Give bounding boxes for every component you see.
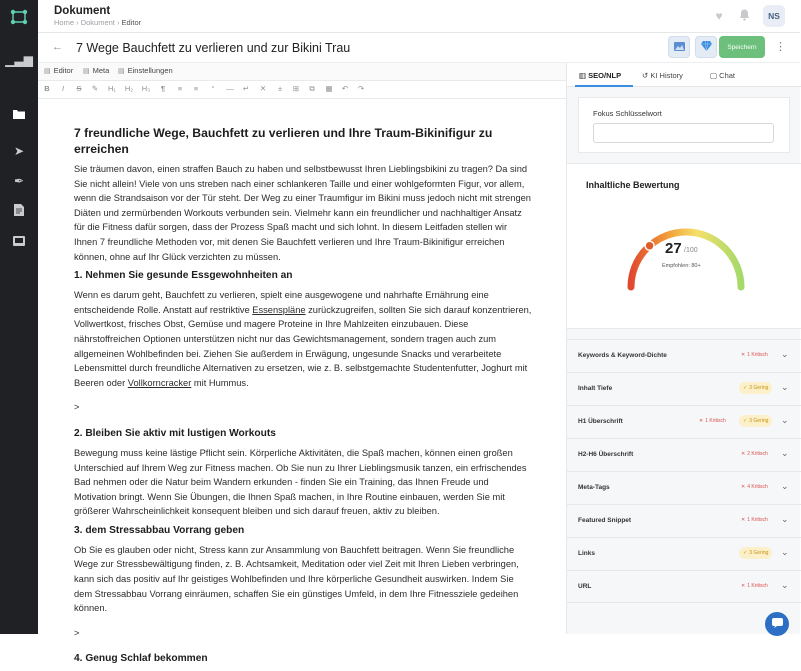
content-h1: 7 freundliche Wege, Bauchfett zu verlieren und Ihre Traum-Bikinifigur zu erreichen [74,126,493,156]
image-icon [674,38,685,56]
criteria-row-keywords[interactable] [567,339,801,372]
h2-button[interactable]: H₂ [124,84,134,93]
highlight-button[interactable]: ✎ [91,84,99,93]
breadcrumb-home[interactable]: Home [54,18,75,27]
diamond-icon [701,38,712,56]
breadcrumb: Home › Dokument › Editor [54,18,142,27]
link-button[interactable]: ± [277,84,283,93]
content-h2-1: 1. Nehmen Sie gesunde Essgewohnheiten an [74,270,293,282]
tab-meta-label: Meta [92,66,110,75]
fokus-label: Fokus Schlüsselwort [593,109,662,118]
breadcrumb-dokument[interactable]: Dokument [80,18,115,27]
gauge-knob [645,241,654,250]
clear-format-button[interactable]: ✕ [259,84,267,93]
document-icon: ▤ [83,67,90,75]
breadcrumb-current: Editor [121,18,142,27]
criteria-label: Meta-Tags [578,484,610,491]
content-arrow: > [74,627,80,638]
criteria-label: URL [578,583,592,590]
tab-meta[interactable] [83,66,109,75]
low-badge: ✓ 3 Gering [739,547,772,559]
tab-chat[interactable]: ▢ Chat [710,71,736,80]
badge-text: 1 Kritisch [747,352,768,358]
badge-text: 3 Gering [749,385,769,391]
critical-badge: ✕ 1 Kritisch [741,583,768,589]
document-icon: ▤ [44,67,51,75]
criteria-label: H2-H6 Überschrift [578,451,634,458]
chevron-down-icon[interactable]: ⌄ [781,481,789,491]
tab-einstellungen[interactable] [118,66,173,75]
hard-break-button[interactable]: ↵ [242,84,250,93]
badge-text: 3 Gering [749,418,769,424]
fokus-keyword-input[interactable] [593,123,774,143]
document-title-row [38,33,800,63]
text-span: Wenn es darum geht, Bauchfett zu verlieren, spielt eine ausgewogene und nahrhafte Ernährung eine entscheidende Rolle. Anstatt auf restriktive [74,290,489,315]
chevron-down-icon[interactable]: ⌄ [781,349,789,359]
redo-button[interactable]: ↷ [357,84,365,93]
bold-button[interactable]: B [44,84,50,93]
badge-text: 4 Kritisch [747,484,768,490]
more-options-icon[interactable]: ⋮ [775,41,786,53]
score-value: 27 [665,240,682,257]
copy-button[interactable]: ⧉ [309,84,315,93]
criteria-row-meta-tags[interactable] [567,471,801,504]
chart-icon[interactable]: ▁▃▆ [5,53,33,67]
critical-badge: ✕ 2 Kritisch [741,451,768,457]
tab-einstellungen-label: Einstellungen [127,66,173,75]
score-recommended: Empfohlen: 80+ [662,263,701,269]
left-rail [0,0,38,634]
blockquote-button[interactable]: “ [211,84,215,93]
badge-text: 1 Kritisch [705,418,726,424]
undo-button[interactable]: ↶ [341,84,349,93]
ordered-list-button[interactable]: ≡ [193,84,199,93]
criteria-row-featured-snippet[interactable] [567,504,801,537]
chevron-down-icon[interactable]: ⌄ [781,547,789,557]
text-span: mit Hummus. [191,377,249,388]
criteria-label: Featured Snippet [578,517,632,524]
content-p2: Bewegung muss keine lästige Pflicht sein. Körperliche Aktivitäten, die Spaß machen, können einen großen Unterschied auf Ihrem Weg zur Fitness machen. Ob Sie nun zu Ihrer Lieblingsmusik tanzen, ein erfrischendes Bad nehmen oder die Natur beim Wandern erkunden - finden Sie ein Training, das Ihnen Freude und Motivation bringt. Wenn Sie Übungen, die Ihnen Spaß machen, in Ihre Routine einbauen, werden Sie mit größerer Wahrscheinlichkeit konsequent bleiben und sich darauf freuen, aktiv zu bleiben. [74,447,527,517]
chevron-down-icon[interactable]: ⌄ [781,448,789,458]
tab-editor[interactable] [44,66,73,75]
chevron-down-icon[interactable]: ⌄ [781,514,789,524]
critical-badge: ✕ 1 Kritisch [741,352,768,358]
content-p1 [74,288,532,390]
bullet-list-button[interactable]: ≡ [177,84,183,93]
low-badge: ✓ 3 Gering [739,382,772,394]
content-h2-2: 2. Bleiben Sie aktiv mit lustigen Workouts [74,427,276,439]
app-title: Dokument [54,5,111,17]
image-button[interactable] [668,36,690,58]
criteria-row-inhalt[interactable] [567,372,801,405]
save-button[interactable]: Speichern [719,36,765,58]
chat-launcher-button[interactable] [765,612,789,636]
folder-icon[interactable] [10,106,28,122]
bell-icon[interactable] [737,9,751,23]
criteria-label: Links [578,550,595,557]
chevron-down-icon[interactable]: ⌄ [781,415,789,425]
badge-text: 1 Kritisch [747,517,768,523]
criteria-label: Keywords & Keyword-Dichte [578,352,667,359]
editor-tabs [38,63,566,81]
app-logo-icon[interactable] [6,4,32,30]
rocket-icon[interactable]: ➤ [13,144,25,158]
badge-text: 1 Kritisch [747,583,768,589]
strike-button[interactable]: S [76,84,82,93]
score-gauge [619,215,753,295]
table-button[interactable]: ▦ [325,84,333,93]
document-icon[interactable] [10,202,28,218]
heart-icon[interactable]: ♥ [715,9,723,23]
document-icon: ▤ [118,67,125,75]
paragraph-button[interactable]: ¶ [160,84,166,93]
document-title-input[interactable]: 7 Wege Bauchfett zu verlieren und zur Bikini Trau [76,41,351,55]
content-link[interactable]: Vollkorncracker [127,377,192,388]
critical-badge: ✕ 1 Kritisch [699,418,726,424]
active-tab-indicator [575,85,633,87]
criteria-row-h2-h6[interactable] [567,438,801,471]
tab-chat-label: Chat [719,71,736,80]
criteria-row-url[interactable] [567,570,801,603]
tab-editor-label: Editor [53,66,74,75]
italic-button[interactable]: I [61,84,65,93]
content-h2-3: 3. dem Stressabbau Vorrang geben [74,524,245,536]
editor-content[interactable] [74,125,532,671]
panel-tabs [567,63,801,87]
h1-button[interactable]: H₁ [108,84,116,93]
chevron-down-icon[interactable]: ⌄ [781,580,789,590]
topbar [38,0,800,33]
badge-text: 2 Kritisch [747,451,768,457]
tablet-icon[interactable] [10,233,28,249]
criteria-row-h1[interactable] [567,405,801,438]
criteria-label: Inhalt Tiefe [578,385,613,392]
criteria-row-links[interactable] [567,537,801,570]
content-intro: Sie träumen davon, einen straffen Bauch zu haben und selbstbewusst Ihren Lieblingsbikini zu tragen? Da sind Sie nicht allein! Viele von uns streben nach einer schlankeren Taille und einer wohlgeformten Figur, vor allem, wenn die Strandsaison vor der Tür steht. Der Weg zu einer Traumfigur im Bikini muss jedoch nicht mit strengen Diäten und zermürbenden Workouts verbunden sein. Vielmehr kann ein freundlicher und nachhaltiger Ansatz für die Fitness dafür sorgen, dass der Prozess Spaß macht und sich lohnt. In diesem Leitfaden stellen wir Ihnen 7 freundliche Methoden vor, mit denen Sie Bauchfett verlieren und Ihre Traum-Bikinifigur erreichen können, ohne auf Ihr Glück verzichten zu müssen. [74,164,531,262]
tab-seo-nlp-label: SEO/NLP [588,71,622,80]
chevron-down-icon[interactable]: ⌄ [781,382,789,392]
content-arrow: > [74,402,80,413]
tab-ki-history[interactable]: ↺ KI History [642,71,683,80]
avatar[interactable]: NS [763,5,785,27]
chat-bubble-icon [772,615,783,633]
text-span: zurückzugreifen, sollten Sie sich darauf konzentrieren, Vollwertkost, frisches Obst, Gemüse und magere Proteine in Ihre Mahlzeiten einzubauen. Diese nährstoffreichen Optionen unterstützen nicht nur das Gewichtsmanagement, sondern tragen auch zum allgemeinen Wohlbefinden bei. Ziehen Sie außerdem in Erwägung, ungesunde Snacks und verarbeitete Lebensmittel durch freundliche Alternativen zu ersetzen, wie z. B. selbstgemachte Studentenfutter, Joghurt mit Beeren oder [74,304,532,388]
format-toolbar [38,82,566,99]
score-max: /100 [684,247,698,254]
bewertung-title: Inhaltliche Bewertung [586,180,680,190]
horizontal-rule-button[interactable]: — [226,84,234,93]
embed-button[interactable]: ⊞ [292,84,300,93]
content-h2-4: 4. Genug Schlaf bekommen [74,653,208,665]
back-arrow-icon[interactable]: ← [52,41,63,53]
content-p3: Ob Sie es glauben oder nicht, Stress kann zur Ansammlung von Bauchfett beitragen. Wenn Sie freundliche Wege zur Stressbewältigung finden, z. B. Achtsamkeit, Meditation oder viel Zeit mit Ihren Lieben verbringen, kann sich das positiv auf Ihr geistiges Wohlbefinden und Ihre körperliche Gesundheit auswirken. Indem Sie dem Stressabbau Vorrang einräumen, schaffen Sie ein günstiges Umfeld, in dem Ihre Fitnessziele gedeihen können. [74,544,519,614]
diamond-button[interactable] [695,36,717,58]
low-badge: ✓ 3 Gering [739,415,772,427]
critical-badge: ✕ 4 Kritisch [741,484,768,490]
editor-area[interactable] [38,99,566,665]
seo-panel [566,63,800,634]
h3-button[interactable]: H₃ [141,84,151,93]
tab-ki-history-label: KI History [650,71,683,80]
tab-seo-nlp[interactable]: ▥ SEO/NLP [579,71,622,80]
magic-wand-icon[interactable]: ✒ [13,174,25,188]
critical-badge: ✕ 1 Kritisch [741,517,768,523]
badge-text: 3 Gering [749,550,769,556]
content-link[interactable]: Essenspläne [252,304,306,315]
criteria-label: H1 Überschrift [578,418,623,425]
